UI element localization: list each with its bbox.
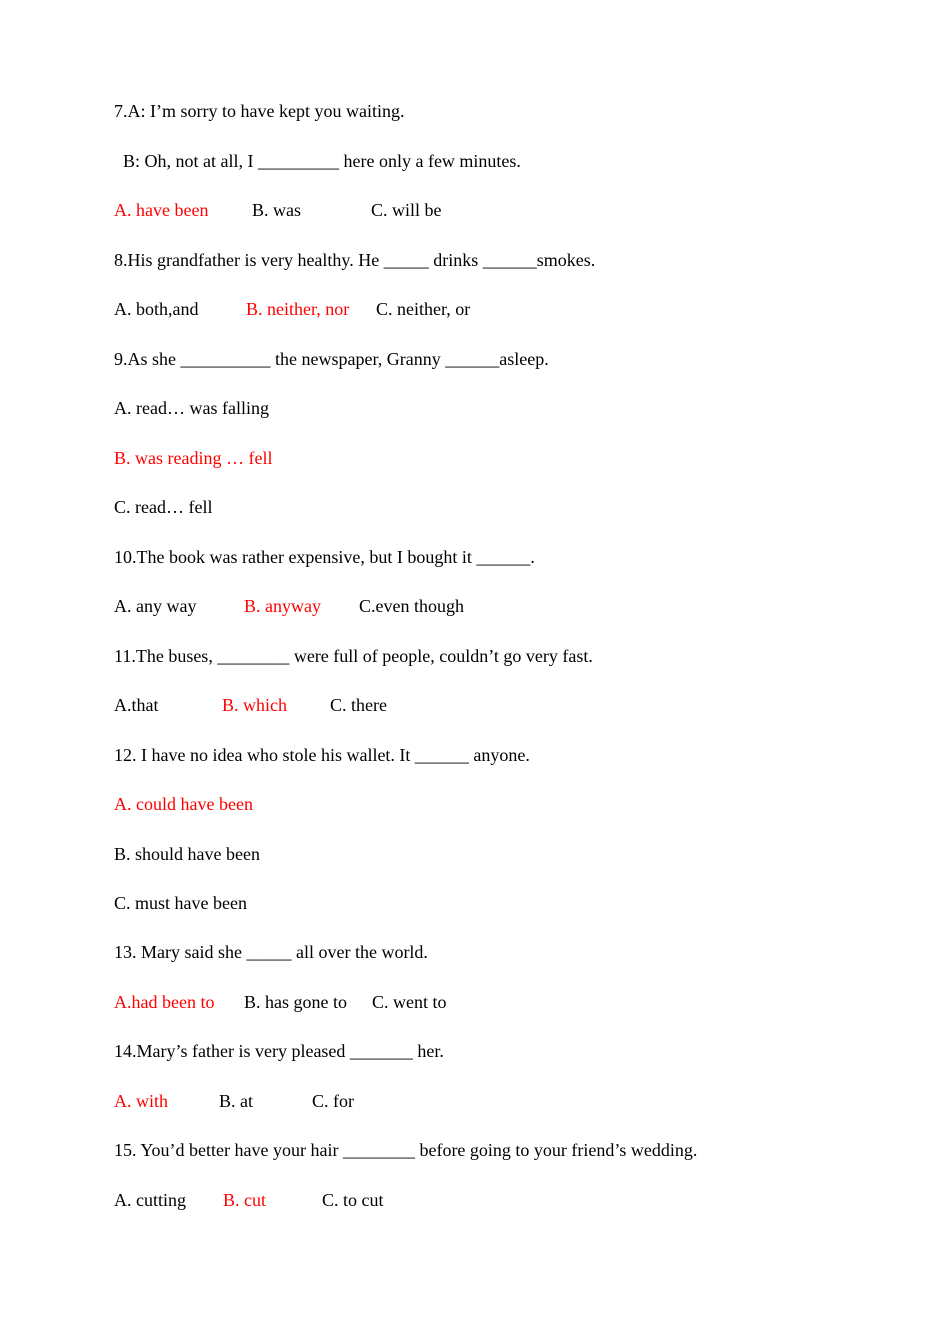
question-10-option-c: C.even though: [359, 596, 464, 616]
question-8-option-a: A. both,and: [114, 299, 199, 319]
question-11-option-b: B. which: [222, 695, 287, 715]
question-13-stem: 13. Mary said she _____ all over the world.: [114, 942, 428, 962]
question-7-option-b: B. was: [252, 200, 301, 220]
question-13-option-b: B. has gone to: [244, 992, 347, 1012]
question-9-stem: 9.As she __________ the newspaper, Granny ______asleep.: [114, 349, 549, 369]
question-7-stem-line-2: B: Oh, not at all, I _________ here only a few minutes.: [114, 151, 521, 171]
question-8-option-b: B. neither, nor: [246, 299, 350, 319]
question-14-option-c: C. for: [312, 1091, 354, 1111]
question-10-option-a: A. any way: [114, 596, 197, 616]
question-9-option-c: C. read… fell: [114, 497, 213, 517]
question-8-stem: 8.His grandfather is very healthy. He _____ drinks ______smokes.: [114, 250, 596, 270]
question-10-option-b: B. anyway: [244, 596, 321, 616]
question-7-stem-line-1: 7.A: I’m sorry to have kept you waiting.: [114, 101, 405, 121]
question-12-option-a: A. could have been: [114, 794, 253, 814]
question-12-option-c: C. must have been: [114, 893, 247, 913]
question-12-stem: 12. I have no idea who stole his wallet. It ______ anyone.: [114, 745, 530, 765]
question-15-stem: 15. You’d better have your hair ________ before going to your friend’s wedding.: [114, 1140, 698, 1160]
question-10-stem: 10.The book was rather expensive, but I bought it ______.: [114, 547, 535, 567]
question-15-option-c: C. to cut: [322, 1190, 384, 1210]
question-11-option-c: C. there: [330, 695, 387, 715]
question-8-option-c: C. neither, or: [376, 299, 471, 319]
question-7-option-a: A. have been: [114, 200, 209, 220]
question-12-option-b: B. should have been: [114, 844, 260, 864]
question-13-option-a: A.had been to: [114, 992, 215, 1012]
question-11-stem: 11.The buses, ________ were full of people, couldn’t go very fast.: [114, 646, 593, 666]
question-11-option-a: A.that: [114, 695, 159, 715]
question-14-option-b: B. at: [219, 1091, 253, 1111]
question-15-option-a: A. cutting: [114, 1190, 186, 1210]
question-13-option-c: C. went to: [372, 992, 447, 1012]
question-9-option-a: A. read… was falling: [114, 398, 269, 418]
question-14-stem: 14.Mary’s father is very pleased _______ her.: [114, 1041, 444, 1061]
question-15-option-b: B. cut: [223, 1190, 266, 1210]
question-7-option-c: C. will be: [371, 200, 442, 220]
question-14-option-a: A. with: [114, 1091, 168, 1111]
question-9-option-b: B. was reading … fell: [114, 448, 273, 468]
